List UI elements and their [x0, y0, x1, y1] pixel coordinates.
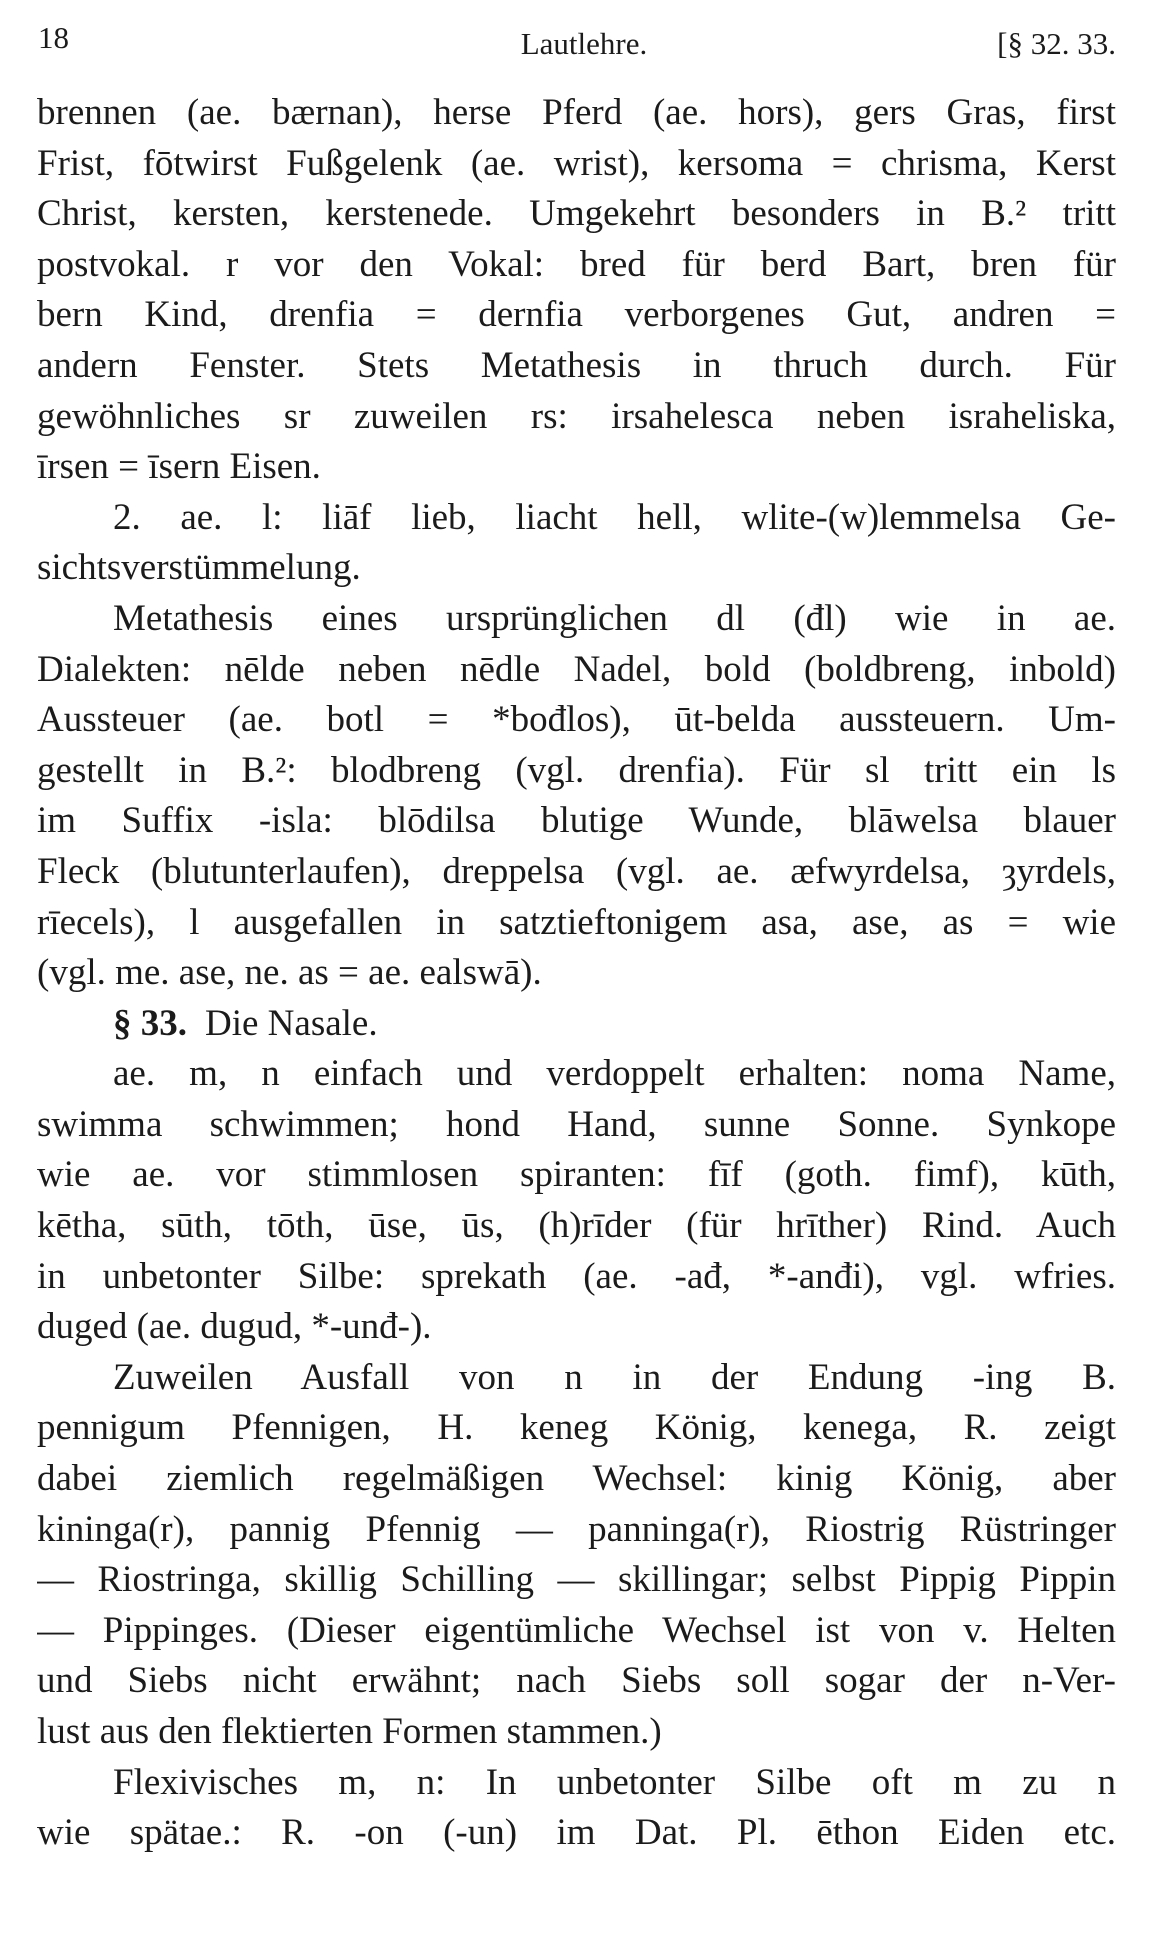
text-line: lust aus den flektierten Formen stammen.): [37, 1711, 662, 1752]
text-line: īrsen = īsern Eisen.: [37, 446, 321, 488]
section-title: Die Nasale.: [205, 1002, 378, 1044]
text-line: sichtsverstümmelung.: [37, 547, 361, 589]
text-line: dabei ziemlich regelmäßigen Wechsel: kinig König, aber: [37, 1458, 1116, 1500]
text-line: gewöhnliches sr zuweilen rs: irsahelesca neben israheliska,: [37, 395, 1116, 437]
text-line: — Pippinges. (Dieser eigentümliche Wechsel ist von v. Helten: [37, 1609, 1116, 1651]
text-line: wie spätae.: R. -on (-un) im Dat. Pl. ēthon Eiden etc.: [37, 1812, 1116, 1854]
text-line: Frist, fōtwirst Fußgelenk (ae. wrist), kersoma = chrisma, Kerst: [37, 142, 1116, 184]
text-line: kētha, sūth, tōth, ūse, ūs, (h)rīder (für hrīther) Rind. Auch: [37, 1205, 1116, 1247]
text-line: (vgl. me. ase, ne. as = ae. ealswā).: [37, 952, 542, 994]
text-line: und Siebs nicht erwähnt; nach Siebs soll sogar der n-Ver-: [37, 1660, 1116, 1702]
text-line: bern Kind, drenfia = dernfia verborgenes Gut, andren =: [37, 294, 1116, 336]
text-line: wie ae. vor stimmlosen spiranten: fīf (goth. fimf), kūth,: [37, 1154, 1116, 1196]
text-line: im Suffix -isla: blōdilsa blutige Wunde, blāwelsa blauer: [37, 800, 1116, 842]
page-header: [0, 16, 1168, 76]
page-body: [37, 88, 1116, 1859]
text-line: rīecels), l ausgefallen in satztieftonigem asa, ase, as = wie: [37, 901, 1116, 943]
text-line: Fleck (blutunterlaufen), dreppelsa (vgl. ae. æfwyrdelsa, ȝyrdels,: [37, 850, 1116, 892]
text-line: in unbetonter Silbe: sprekath (ae. -ađ, *-anđi), vgl. wfries.: [37, 1255, 1116, 1297]
text-line: gestellt in B.²: blodbreng (vgl. drenfia). Für sl tritt ein ls: [37, 749, 1116, 791]
text-line: kininga(r), pannig Pfennig — panninga(r), Riostrig Rüstringer: [37, 1508, 1116, 1550]
section-number: § 33.: [113, 1002, 187, 1044]
text-line: Zuweilen Ausfall von n in der Endung -ing B.: [113, 1356, 1116, 1398]
text-line: swimma schwimmen; hond Hand, sunne Sonne. Synkope: [37, 1103, 1116, 1145]
text-line: 2. ae. l: liāf lieb, liacht hell, wlite-(w)lemmelsa Ge-: [113, 496, 1116, 538]
text-line: Dialekten: nēlde neben nēdle Nadel, bold (boldbreng, inbold): [37, 648, 1116, 690]
text-line: pennigum Pfennigen, H. keneg König, kenega, R. zeigt: [37, 1407, 1116, 1449]
section-reference: [§ 32. 33.: [997, 26, 1116, 61]
text-line: Christ, kersten, kerstenede. Umgekehrt besonders in B.² tritt: [37, 193, 1116, 235]
running-title: Lautlehre.: [520, 26, 648, 61]
text-line: duged (ae. dugud, *-unđ-).: [37, 1306, 432, 1348]
text-line: andern Fenster. Stets Metathesis in thruch durch. Für: [37, 344, 1116, 386]
text-line: Metathesis eines ursprünglichen dl (đl) wie in ae.: [113, 597, 1116, 639]
text-line: postvokal. r vor den Vokal: bred für berd Bart, bren für: [37, 243, 1116, 285]
page-number: 18: [38, 20, 69, 55]
section-heading: [37, 999, 1116, 1050]
text-line: ae. m, n einfach und verdoppelt erhalten: noma Name,: [113, 1053, 1116, 1095]
text-line: brennen (ae. bærnan), herse Pferd (ae. hors), gers Gras, first: [37, 92, 1116, 133]
text-line: Flexivisches m, n: In unbetonter Silbe oft m zu n: [113, 1761, 1116, 1803]
text-line: Aussteuer (ae. botl = *bođlos), ūt-belda aussteuern. Um-: [37, 699, 1116, 741]
text-line: — Riostringa, skillig Schilling — skillingar; selbst Pippig Pippin: [37, 1559, 1116, 1601]
